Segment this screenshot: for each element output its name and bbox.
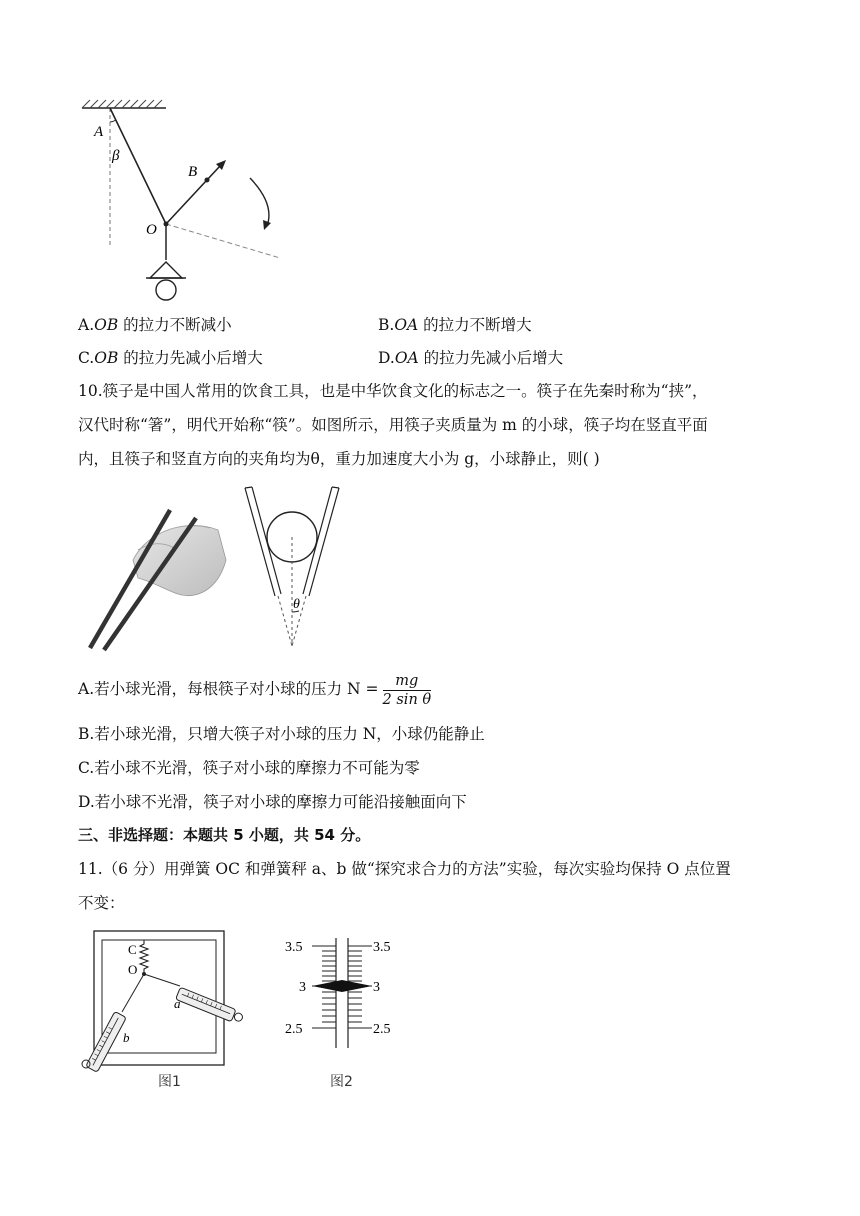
fig1-label-O: O <box>128 962 138 977</box>
label-B: B <box>188 164 198 180</box>
q10-option-a: A.若小球光滑，每根筷子对小球的压力 N = $\frac{mg}{\text{2 sin θ}}$ <box>78 672 432 708</box>
q11-line-2: 不变： <box>78 894 125 912</box>
q9-option-b: B.OA 的拉力不断增大 <box>378 316 532 334</box>
hand-chopsticks-image <box>78 490 228 655</box>
q11-line-1: 11.（6 分）用弹簧 OC 和弹簧秤 a、b 做“探究求合力的方法”实验，每次实验均保持 O 点位置 <box>78 860 731 878</box>
fraction: $\frac{mg}{\text{2 sin θ}}$ <box>382 672 432 708</box>
q11-figure-2 <box>282 928 402 1058</box>
q10-option-d: D.若小球不光滑，筷子对小球的摩擦力可能沿接触面向下 <box>78 793 467 811</box>
label-beta: β <box>112 148 120 164</box>
section-3-title: 三、非选择题：本题共 5 小题，共 54 分。 <box>78 826 371 844</box>
fig2-caption: 图2 <box>330 1074 353 1090</box>
fig1-label-C: C <box>128 942 137 957</box>
q9-option-a: A.OB 的拉力不断减小 <box>78 316 232 334</box>
q10-line-2: 汉代时称“箸”，明代开始称“筷”。如图所示，用筷子夹质量为 m 的小球，筷子均在竖直平面 <box>78 416 708 434</box>
fig1-label-b: b <box>123 1030 130 1045</box>
label-O: O <box>146 222 157 238</box>
q10-line-3: 内，且筷子和竖直方向的夹角均为θ，重力加速度大小为 g，小球静止，则( ) <box>78 450 600 468</box>
fig2-tick-left-1: 3.5 <box>285 940 303 955</box>
q9-option-c: C.OB 的拉力先减小后增大 <box>78 349 263 367</box>
fig2-tick-right-3: 2.5 <box>373 1022 391 1037</box>
fig2-tick-right-2: 3 <box>373 980 380 995</box>
q9-figure <box>70 96 300 306</box>
q9-option-d: D.OA 的拉力先减小后增大 <box>378 349 564 367</box>
fig2-tick-right-1: 3.5 <box>373 940 391 955</box>
q10-ball-diagram <box>235 484 350 652</box>
fig2-tick-left-2: 3 <box>299 980 306 995</box>
q10-line-1: 10.筷子是中国人常用的饮食工具，也是中华饮食文化的标志之一。筷子在先秦时称为“挟”， <box>78 382 708 400</box>
fig2-tick-left-3: 2.5 <box>285 1022 303 1037</box>
q11-figure-1 <box>76 928 246 1078</box>
fig1-label-a: a <box>174 996 181 1011</box>
q10-option-b: B.若小球光滑，只增大筷子对小球的压力 N，小球仍能静止 <box>78 725 485 743</box>
q10-option-c: C.若小球不光滑，筷子对小球的摩擦力不可能为零 <box>78 759 420 777</box>
label-A: A <box>94 124 104 140</box>
fig1-caption: 图1 <box>158 1074 181 1090</box>
label-theta: θ <box>293 597 300 612</box>
